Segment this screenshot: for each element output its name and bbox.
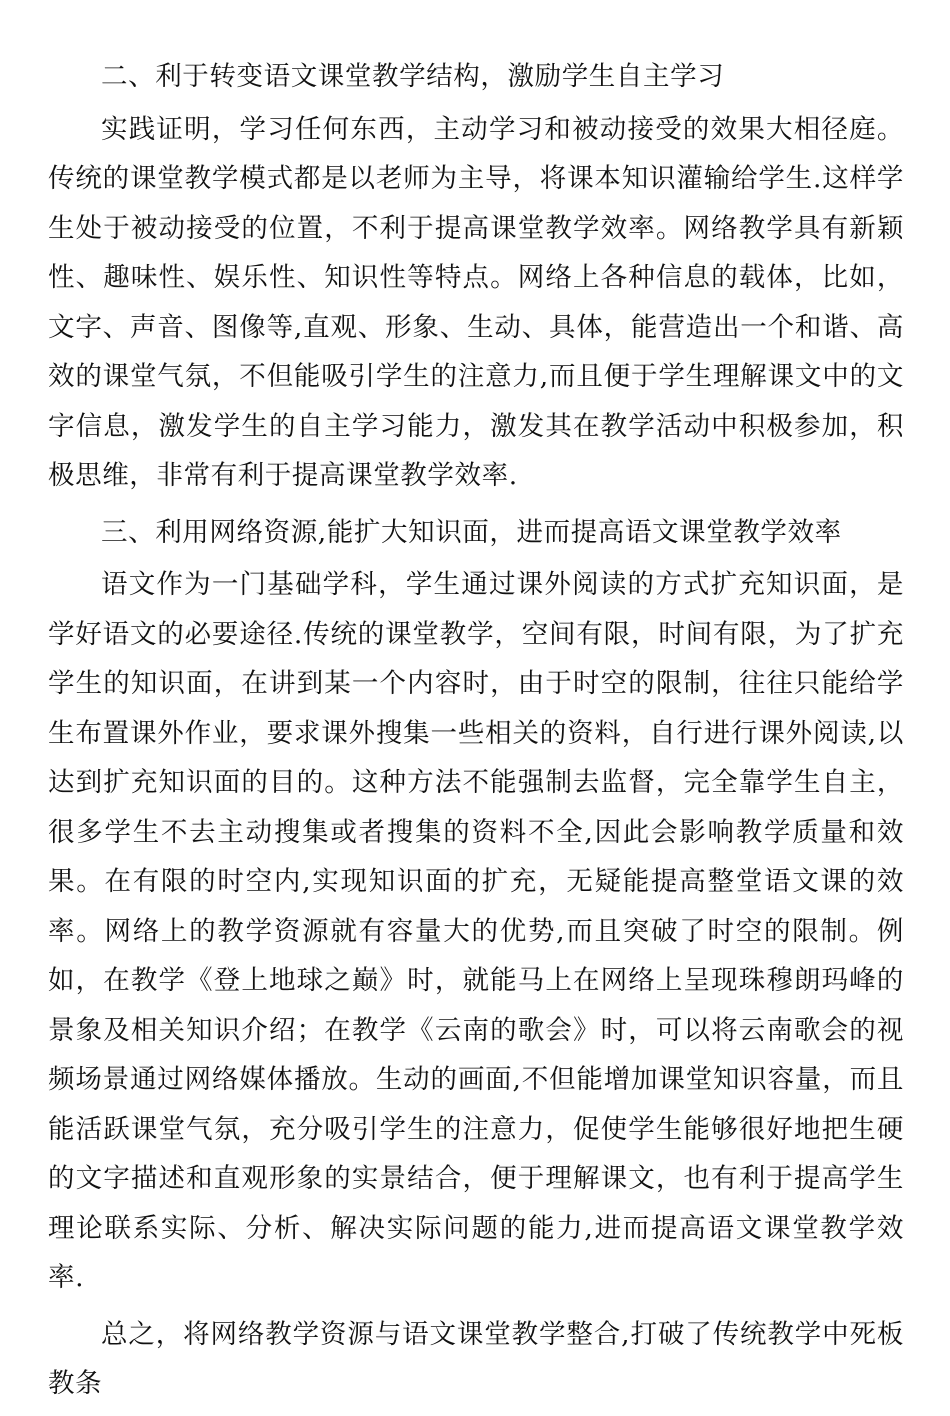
section-3-heading: 三、利用网络资源,能扩大知识面，进而提高语文课堂教学效率 [101, 516, 842, 548]
conclusion-paragraph: 总之，将网络教学资源与语文课堂教学整合,打破了传统教学中死板教条 [48, 1318, 904, 1399]
section-3-paragraph: 语文作为一门基础学科，学生通过课外阅读的方式扩充知识面，是学好语文的必要途径.传统的课堂教学，空间有限，时间有限，为了扩充学生的知识面，在讲到某一个内容时，由于时空的限制，往往只能给学生布置课外作业，要求课外搜集一些相关的资料，自行进行课外阅读,以达到扩充知识面的目的。这种方法不能强制去监督，完全靠学生自主，很多学生不去主动搜集或者搜集的资料不全,因此会影响教学质量和效果。在有限的时空内,实现知识面的扩充，无疑能提高整堂语文课的效率。网络上的教学资源就有容量大的优势,而且突破了时空的限制。例如，在教学《登上地球之巅》时，就能马上在网络上呈现珠穆朗玛峰的景象及相关知识介绍；在教学《云南的歌会》时，可以将云南歌会的视频场景通过网络媒体播放。生动的画面,不但能增加课堂知识容量，而且能活跃课堂气氛，充分吸引学生的注意力，促使学生能够很好地把生硬的文字描述和直观形象的实景结合，便于理解课文，也有利于提高学生理论联系实际、分析、解决实际问题的能力,进而提高语文课堂教学效率. [48, 569, 904, 1293]
document-page [48, 52, 904, 1416]
section-2-paragraph: 实践证明，学习任何东西，主动学习和被动接受的效果大相径庭。传统的课堂教学模式都是以老师为主导，将课本知识灌输给学生.这样学生处于被动接受的位置，不利于提高课堂教学效率。网络教学具有新颖性、趣味性、娱乐性、知识性等特点。网络上各种信息的载体，比如，文字、声音、图像等,直观、形象、生动、具体，能营造出一个和谐、高效的课堂气氛，不但能吸引学生的注意力,而且便于学生理解课文中的文字信息，激发学生的自主学习能力，激发其在教学活动中积极参加，积极思维，非常有利于提高课堂教学效率. [48, 113, 904, 491]
section-2-heading: 二、利于转变语文课堂教学结构，激励学生自主学习 [101, 61, 725, 92]
